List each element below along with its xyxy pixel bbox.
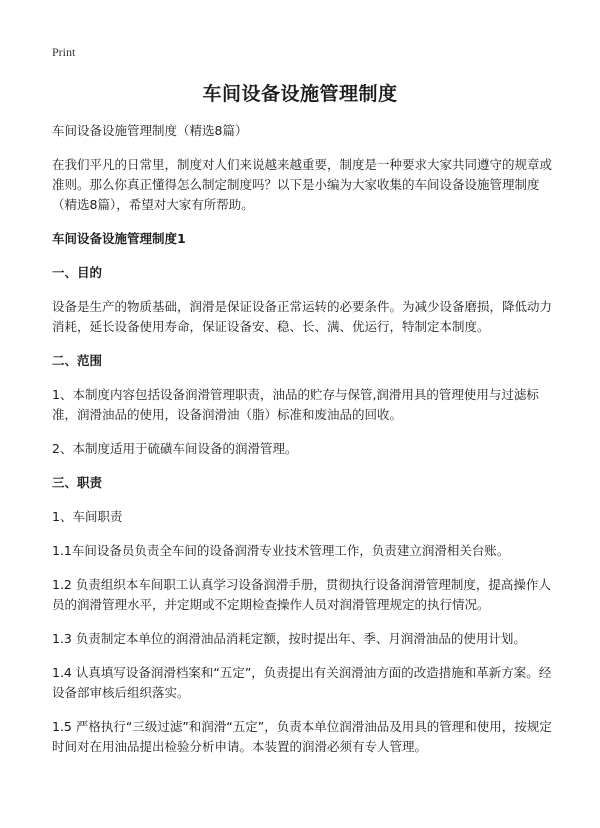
print-link[interactable]: Print <box>52 45 76 59</box>
duty-item-1-2: 1.2 负责组织本车间职工认真学习设备润滑手册，贯彻执行设备润滑管理制度，提高操作人员的润滑管理水平，并定期或不定期检查操作人员对润滑管理规定的执行情况。 <box>52 577 551 612</box>
scope-paragraph-2: 2、本制度适用于硫磺车间设备的润滑管理。 <box>52 441 298 456</box>
section-heading: 车间设备设施管理制度1 <box>52 231 186 246</box>
duty-item-1-1: 1.1车间设备员负责全车间的设备润滑专业技术管理工作，负责建立润滑相关台账。 <box>52 543 510 558</box>
page-title: 车间设备设施管理制度 <box>202 83 398 105</box>
duty-item-1-4: 1.4 认真填写设备润滑档案和“五定”，负责提出有关润滑油方面的改造措施和革新方案。经设备部审核后组织落实。 <box>52 665 552 700</box>
scope-heading: 二、范围 <box>52 353 103 368</box>
duty-subheading: 1、车间职责 <box>52 509 123 524</box>
duty-heading: 三、职责 <box>52 475 103 490</box>
article-body <box>52 121 552 771</box>
purpose-heading: 一、目的 <box>52 265 103 280</box>
scope-paragraph-1: 1、本制度内容包括设备润滑管理职责，油品的贮存与保管,润滑用具的管理使用与过滤标准，润滑油品的使用，设备润滑油（脂）标准和废油品的回收。 <box>52 387 539 422</box>
article-subtitle: 车间设备设施管理制度（精选8篇） <box>52 123 248 138</box>
intro-paragraph: 在我们平凡的日常里，制度对人们来说越来越重要，制度是一种要求大家共同遵守的规章或准则。那么你真正懂得怎么制定制度吗？以下是小编为大家收集的车间设备设施管理制度（精选8篇），希望对大家有所帮助。 <box>52 157 553 212</box>
duty-item-1-3: 1.3 负责制定本单位的润滑油品消耗定额，按时提出年、季、月润滑油品的使用计划。 <box>52 631 526 646</box>
duty-item-1-5: 1.5 严格执行“三级过滤”和润滑“五定”，负责本单位润滑油品及用具的管理和使用，按规定时间对在用油品提出检验分析申请。本装置的润滑必须有专人管理。 <box>52 719 552 754</box>
purpose-paragraph: 设备是生产的物质基础，润滑是保证设备正常运转的必要条件。为减少设备磨损，降低动力消耗，延长设备使用寿命，保证设备安、稳、长、满、优运行，特制定本制度。 <box>52 299 553 334</box>
